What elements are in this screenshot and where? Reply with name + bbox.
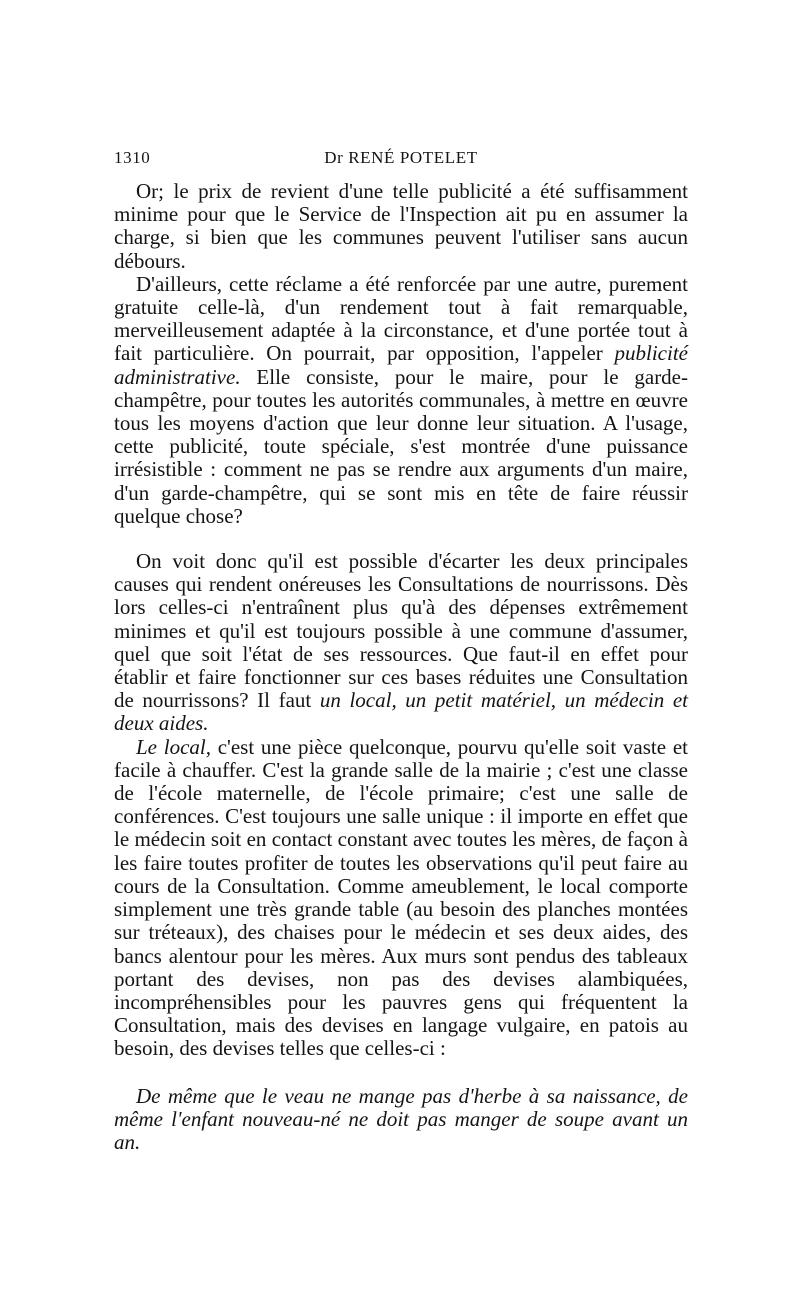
paragraph-3 bbox=[114, 550, 688, 736]
motto-quote: De même que le veau ne mange pas d'herbe à sa naissance, de même l'enfant nouveau-né ne doit pas manger de soupe avant un an. bbox=[114, 1083, 688, 1154]
paragraph-1: Or; le prix de revient d'une telle publicité a été suffisamment minime pour que le Service de l'Inspection ait pu en assumer la charge, si bien que les communes peuvent l'utiliser sans aucun débours. bbox=[114, 179, 688, 273]
running-head: Dr RENÉ POTELET bbox=[324, 148, 478, 167]
paragraph-2-text-a: D'ailleurs, cette réclame a été renforcée par une autre, purement gratuite celle-là, d'un rendement tout à fait remarquable, merveilleusement adaptée à la circonstance, et d'une portée tout à fait particulière. On pourrait, par opposition, l'appeler bbox=[114, 271, 688, 366]
paragraph-4-text: c'est une pièce quelconque, pourvu qu'elle soit vaste et facile à chauffer. C'est la grande salle de la mairie ; c'est une classe de l'école maternelle, de l'école primaire; c'est une salle de conférences. C'est toujours une salle unique : il importe en effet que le médecin soit en contact constant avec toutes les mères, de façon à les faire toutes profiter de toutes les observations qu'il peut faire au cours de la Consultation. Comme ameublement, le local comporte simplement une très grande table (au besoin des planches montées sur tréteaux), des chaises pour le médecin et ses deux aides, des bancs alentour pour les mères. Aux murs sont pendus des tableaux portant des devises, non pas des devises alambiquées, incompréhensibles pour les pauvres gens qui fréquentent la Consultation, mais des devises en langage vulgaire, en patois au besoin, des devises telles que celles-ci : bbox=[114, 734, 688, 1061]
page-number: 1310 bbox=[114, 148, 151, 167]
paragraph-gap bbox=[114, 528, 688, 550]
paragraph-4-emphasis: Le local, bbox=[136, 734, 211, 759]
paragraph-2-emphasis: publicité administrative. bbox=[114, 341, 688, 389]
paragraph-2 bbox=[114, 273, 688, 528]
paragraph-2-text-b: Elle consiste, pour le maire, pour le garde-champêtre, pour toutes les autorités communales, à mettre en œuvre tous les moyens d'action que leur donne leur situation. A l'usage, cette publicité, toute spéciale, s'est montrée d'une puissance irrésistible : comment ne pas se rendre aux arguments d'un maire, d'un garde-champêtre, qui se sont mis en tête de faire réussir quelque chose? bbox=[114, 364, 688, 528]
paragraph-3-emphasis: un local, un petit matériel, un médecin et deux aides. bbox=[114, 688, 688, 736]
paragraph-3-text-a: On voit donc qu'il est possible d'écarter les deux principales causes qui rendent onéreuses les Consultations de nourrissons. Dès lors celles-ci n'entraînent plus qu'à des dépenses extrêmement minimes et qu'il est toujours possible à une commune d'assumer, quel que soit l'état de ses ressources. Que faut-il en effet pour établir et faire fonctionner sur ces bases réduites une Consultation de nourrissons? Il faut bbox=[114, 549, 688, 713]
page-header bbox=[114, 148, 688, 172]
paragraph-4 bbox=[114, 736, 688, 1061]
body-text bbox=[114, 180, 688, 1154]
